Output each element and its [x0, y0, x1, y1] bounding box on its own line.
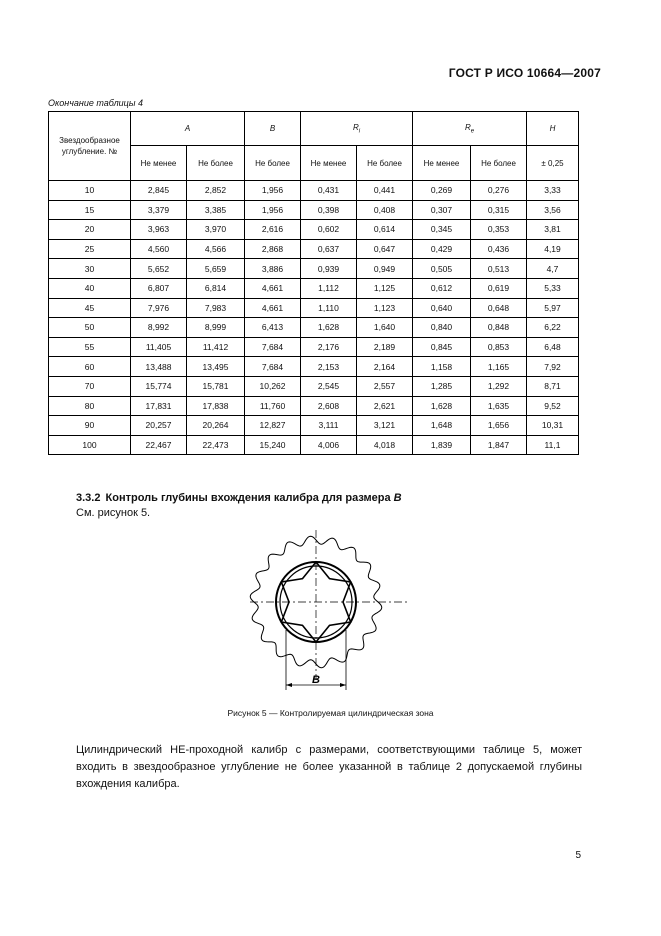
table-cell: 2,176 [301, 337, 357, 357]
table-cell: 2,845 [131, 181, 187, 201]
table-row [49, 376, 579, 396]
table-cell: 0,845 [413, 337, 471, 357]
table-cell: 0,848 [471, 318, 527, 338]
section-title: Контроль глубины вхождения калибра для размера [105, 492, 391, 504]
table-cell: 70 [49, 376, 131, 396]
table-row [49, 396, 579, 416]
table-cell: 20,264 [187, 416, 245, 436]
table-cell: 8,992 [131, 318, 187, 338]
table-cell: 1,112 [301, 278, 357, 298]
subheader-h-tol: ± 0,25 [527, 146, 579, 181]
table-cell: 15,774 [131, 376, 187, 396]
header-a: A [131, 112, 245, 146]
table-cell: 15,240 [245, 435, 301, 455]
figure-5-drawing [240, 530, 420, 695]
table-cell: 1,648 [413, 416, 471, 436]
table-cell: 45 [49, 298, 131, 318]
table-cell: 1,656 [471, 416, 527, 436]
table-cell: 15,781 [187, 376, 245, 396]
table-cell: 10,262 [245, 376, 301, 396]
table-cell: 6,807 [131, 278, 187, 298]
table-cell: 0,619 [471, 278, 527, 298]
subheader-ri-max: Не более [357, 146, 413, 181]
table-cell: 8,999 [187, 318, 245, 338]
table-cell: 3,963 [131, 220, 187, 240]
table-row [49, 337, 579, 357]
table-cell: 4,566 [187, 239, 245, 259]
table-cell: 20,257 [131, 416, 187, 436]
table-cell: 20 [49, 220, 131, 240]
table-cell: 0,612 [413, 278, 471, 298]
table-row [49, 220, 579, 240]
table-cell: 4,018 [357, 435, 413, 455]
table-cell: 3,886 [245, 259, 301, 279]
table-cell: 0,408 [357, 200, 413, 220]
table-cell: 0,353 [471, 220, 527, 240]
table-cell: 0,429 [413, 239, 471, 259]
subheader-b-max: Не более [245, 146, 301, 181]
table-cell: 3,111 [301, 416, 357, 436]
dimensions-table [48, 111, 579, 455]
header-recess-number: Звездообразное углубление. № [49, 112, 131, 181]
table-cell: 4,19 [527, 239, 579, 259]
table-cell: 4,661 [245, 298, 301, 318]
table-cell: 4,560 [131, 239, 187, 259]
table-cell: 2,189 [357, 337, 413, 357]
table-cell: 7,983 [187, 298, 245, 318]
table-row [49, 416, 579, 436]
figure-reference: См. рисунок 5. [76, 507, 151, 519]
table-cell: 0,398 [301, 200, 357, 220]
table-row [49, 318, 579, 338]
table-cell: 17,831 [131, 396, 187, 416]
subheader-re-min: Не менее [413, 146, 471, 181]
table-cell: 6,413 [245, 318, 301, 338]
table-cell: 0,853 [471, 337, 527, 357]
subheader-a-max: Не более [187, 146, 245, 181]
table-cell: 0,436 [471, 239, 527, 259]
figure-caption: Рисунок 5 — Контролируемая цилиндрическая зона [227, 708, 434, 718]
table-cell: 0,513 [471, 259, 527, 279]
dimension-arrow-left [286, 683, 292, 687]
table-cell: 3,33 [527, 181, 579, 201]
table-cell: 0,949 [357, 259, 413, 279]
table-row [49, 298, 579, 318]
table-cell: 13,488 [131, 357, 187, 377]
table-cell: 0,441 [357, 181, 413, 201]
section-number: 3.3.2 [76, 492, 101, 504]
table-cell: 9,52 [527, 396, 579, 416]
table-cell: 6,48 [527, 337, 579, 357]
table-cell: 1,956 [245, 200, 301, 220]
table-cell: 0,315 [471, 200, 527, 220]
table-cell: 4,006 [301, 435, 357, 455]
table-cell: 11,1 [527, 435, 579, 455]
table-cell: 2,164 [357, 357, 413, 377]
table-cell: 0,276 [471, 181, 527, 201]
table-cell: 60 [49, 357, 131, 377]
table-cell: 1,640 [357, 318, 413, 338]
table-cell: 4,661 [245, 278, 301, 298]
table-cell: 11,412 [187, 337, 245, 357]
table-row [49, 259, 579, 279]
table-cell: 0,269 [413, 181, 471, 201]
table-cell: 1,123 [357, 298, 413, 318]
table-cell: 4,7 [527, 259, 579, 279]
table-cell: 0,637 [301, 239, 357, 259]
table-row [49, 239, 579, 259]
table-cell: 1,165 [471, 357, 527, 377]
subheader-ri-min: Не менее [301, 146, 357, 181]
header-h: H [527, 112, 579, 146]
table-cell: 5,659 [187, 259, 245, 279]
dimension-label: B [312, 674, 320, 686]
table-cell: 1,158 [413, 357, 471, 377]
table-cell: 5,652 [131, 259, 187, 279]
table-cell: 7,684 [245, 337, 301, 357]
dimension-arrow-right [340, 683, 346, 687]
table-cell: 50 [49, 318, 131, 338]
table-cell: 11,760 [245, 396, 301, 416]
table-cell: 2,153 [301, 357, 357, 377]
table-cell: 80 [49, 396, 131, 416]
table-cell: 0,614 [357, 220, 413, 240]
table-cell: 12,827 [245, 416, 301, 436]
table-cell: 100 [49, 435, 131, 455]
table-cell: 2,621 [357, 396, 413, 416]
table-cell: 15 [49, 200, 131, 220]
table-caption: Окончание таблицы 4 [48, 98, 143, 108]
table-cell: 2,545 [301, 376, 357, 396]
section-title-variable: B [393, 492, 402, 504]
table-cell: 0,939 [301, 259, 357, 279]
table-cell: 0,505 [413, 259, 471, 279]
page-number: 5 [575, 850, 581, 861]
table-cell: 1,628 [301, 318, 357, 338]
body-paragraph: Цилиндрический НЕ-проходной калибр с размерами, соответствующими таблице 5, может входить в звездообразное углубление не более указанной в таблице 2 допускаемой глубины вхождения калибра. [76, 744, 582, 790]
table-row [49, 357, 579, 377]
table-cell: 2,557 [357, 376, 413, 396]
table-row [49, 181, 579, 201]
table-cell: 3,56 [527, 200, 579, 220]
table-cell: 25 [49, 239, 131, 259]
table-cell: 2,616 [245, 220, 301, 240]
table-row [49, 200, 579, 220]
table-cell: 8,71 [527, 376, 579, 396]
table-row [49, 435, 579, 455]
table-cell: 13,495 [187, 357, 245, 377]
table-cell: 0,307 [413, 200, 471, 220]
table-cell: 2,868 [245, 239, 301, 259]
table-cell: 40 [49, 278, 131, 298]
table-cell: 1,292 [471, 376, 527, 396]
table-row [49, 278, 579, 298]
table-cell: 2,608 [301, 396, 357, 416]
table-cell: 17,838 [187, 396, 245, 416]
table-cell: 3,385 [187, 200, 245, 220]
section-heading [76, 492, 402, 504]
table-cell: 0,840 [413, 318, 471, 338]
table-cell: 0,647 [357, 239, 413, 259]
table-cell: 6,814 [187, 278, 245, 298]
table-cell: 5,33 [527, 278, 579, 298]
table-cell: 30 [49, 259, 131, 279]
table-cell: 3,81 [527, 220, 579, 240]
table-cell: 6,22 [527, 318, 579, 338]
table-cell: 10 [49, 181, 131, 201]
subheader-re-max: Не более [471, 146, 527, 181]
table-cell: 0,345 [413, 220, 471, 240]
table-cell: 3,970 [187, 220, 245, 240]
header-b: B [245, 112, 301, 146]
table-cell: 7,684 [245, 357, 301, 377]
table-cell: 1,285 [413, 376, 471, 396]
table-cell: 22,467 [131, 435, 187, 455]
table-cell: 1,628 [413, 396, 471, 416]
table-cell: 1,956 [245, 181, 301, 201]
table-cell: 55 [49, 337, 131, 357]
table-cell: 7,92 [527, 357, 579, 377]
table-cell: 1,125 [357, 278, 413, 298]
table-cell: 0,431 [301, 181, 357, 201]
table-cell: 2,852 [187, 181, 245, 201]
header-re: $R_e$ [413, 112, 527, 146]
table-cell: 1,635 [471, 396, 527, 416]
table-cell: 0,640 [413, 298, 471, 318]
table-cell: 3,121 [357, 416, 413, 436]
table-cell: 1,847 [471, 435, 527, 455]
table-cell: 1,839 [413, 435, 471, 455]
document-header: ГОСТ Р ИСО 10664—2007 [448, 66, 601, 80]
subheader-a-min: Не менее [131, 146, 187, 181]
table-cell: 0,648 [471, 298, 527, 318]
table-cell: 5,97 [527, 298, 579, 318]
table-cell: 7,976 [131, 298, 187, 318]
table-cell: 0,602 [301, 220, 357, 240]
header-ri: $R_i$ [301, 112, 413, 146]
table-cell: 22,473 [187, 435, 245, 455]
table-cell: 1,110 [301, 298, 357, 318]
table-cell: 10,31 [527, 416, 579, 436]
table-cell: 3,379 [131, 200, 187, 220]
table-cell: 11,405 [131, 337, 187, 357]
table-cell: 90 [49, 416, 131, 436]
